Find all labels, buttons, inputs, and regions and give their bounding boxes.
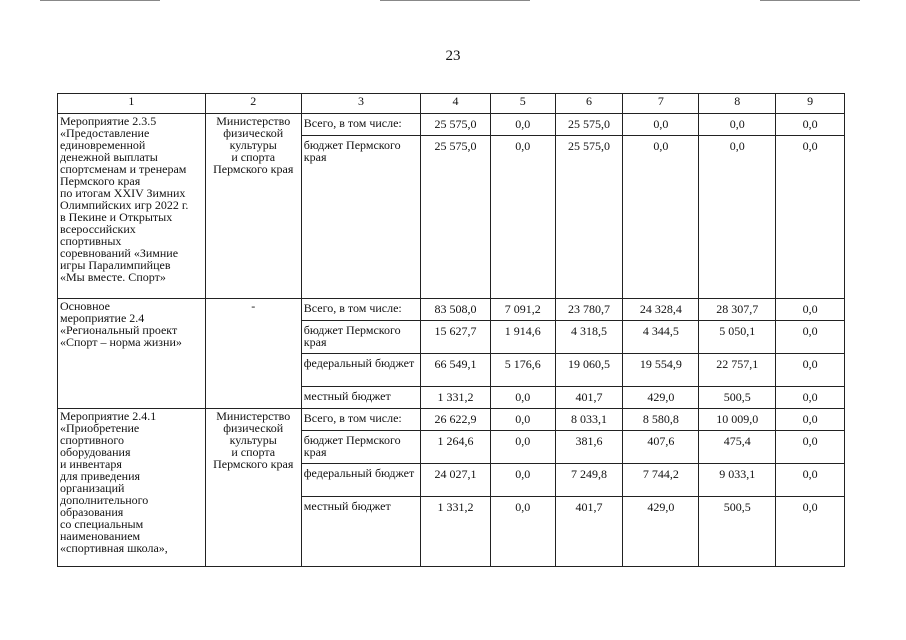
measure-description: Мероприятие 2.4.1 «Приобретение спортивного оборудования и инвентаря для приведения организаций дополнительного образования со специальным наименованием «спортивная школа», bbox=[58, 409, 206, 567]
value-cell: 0,0 bbox=[776, 409, 845, 431]
value-cell: 0,0 bbox=[623, 114, 699, 136]
value-cell: 0,0 bbox=[776, 464, 845, 497]
value-cell: 0,0 bbox=[490, 464, 555, 497]
value-cell: 22 757,1 bbox=[699, 354, 776, 387]
value-cell: 0,0 bbox=[490, 431, 555, 464]
value-cell: 7 744,2 bbox=[623, 464, 699, 497]
value-cell: 66 549,1 bbox=[421, 354, 491, 387]
value-cell: 19 554,9 bbox=[623, 354, 699, 387]
value-cell: 0,0 bbox=[490, 409, 555, 431]
value-cell: 429,0 bbox=[623, 497, 699, 567]
measure-description: Основное мероприятие 2.4 «Региональный проект «Спорт – норма жизни» bbox=[58, 299, 206, 409]
value-cell: 23 780,7 bbox=[555, 299, 623, 321]
value-cell: 7 091,2 bbox=[490, 299, 555, 321]
value-cell: 0,0 bbox=[776, 299, 845, 321]
value-cell: 10 009,0 bbox=[699, 409, 776, 431]
value-cell: 5 050,1 bbox=[699, 321, 776, 354]
value-cell: 15 627,7 bbox=[421, 321, 491, 354]
value-cell: 0,0 bbox=[623, 136, 699, 299]
value-cell: 83 508,0 bbox=[421, 299, 491, 321]
value-cell: 407,6 bbox=[623, 431, 699, 464]
value-cell: 0,0 bbox=[776, 321, 845, 354]
value-cell: 0,0 bbox=[776, 387, 845, 409]
funding-source: федеральный бюджет bbox=[301, 464, 420, 497]
value-cell: 401,7 bbox=[555, 387, 623, 409]
value-cell: 0,0 bbox=[776, 431, 845, 464]
page-number: 23 bbox=[445, 48, 461, 64]
header-cell: 5 bbox=[490, 94, 555, 114]
value-cell: 401,7 bbox=[555, 497, 623, 567]
funding-source: местный бюджет bbox=[301, 387, 420, 409]
value-cell: 8 033,1 bbox=[555, 409, 623, 431]
header-cell: 7 bbox=[623, 94, 699, 114]
value-cell: 0,0 bbox=[776, 497, 845, 567]
executor-cell: Министерство физической культуры и спорта Пермского края bbox=[205, 409, 301, 567]
value-cell: 0,0 bbox=[490, 497, 555, 567]
value-cell: 8 580,8 bbox=[623, 409, 699, 431]
header-cell: 2 bbox=[205, 94, 301, 114]
value-cell: 0,0 bbox=[776, 114, 845, 136]
measure-description: Мероприятие 2.3.5 «Предоставление единовременной денежной выплаты спортсменам и тренерам Пермского края по итогам XXIV Зимних Олимпийских игр 2022 г. в Пекине и Открытых всероссийских спортивных соревнований «Зимние игры Паралимпийцев «Мы вместе. Спорт» bbox=[58, 114, 206, 299]
value-cell: 7 249,8 bbox=[555, 464, 623, 497]
value-cell: 381,6 bbox=[555, 431, 623, 464]
value-cell: 26 622,9 bbox=[421, 409, 491, 431]
table-row bbox=[58, 299, 845, 321]
funding-source: бюджет Пермского края bbox=[301, 321, 420, 354]
value-cell: 500,5 bbox=[699, 497, 776, 567]
funding-source: Всего, в том числе: bbox=[301, 409, 420, 431]
executor-cell: - bbox=[205, 299, 301, 409]
header-cell: 6 bbox=[555, 94, 623, 114]
value-cell: 0,0 bbox=[490, 387, 555, 409]
value-cell: 475,4 bbox=[699, 431, 776, 464]
header-cell: 8 bbox=[699, 94, 776, 114]
value-cell: 4 344,5 bbox=[623, 321, 699, 354]
value-cell: 0,0 bbox=[699, 114, 776, 136]
value-cell: 1 331,2 bbox=[421, 497, 491, 567]
header-cell: 1 bbox=[58, 94, 206, 114]
header-cell: 3 bbox=[301, 94, 420, 114]
header-cell: 9 bbox=[776, 94, 845, 114]
table-row bbox=[58, 114, 845, 136]
value-cell: 0,0 bbox=[776, 136, 845, 299]
executor-cell: Министерство физической культуры и спорта Пермского края bbox=[205, 114, 301, 299]
table-row bbox=[58, 409, 845, 431]
value-cell: 25 575,0 bbox=[421, 136, 491, 299]
funding-source: бюджет Пермского края bbox=[301, 136, 420, 299]
header-cell: 4 bbox=[421, 94, 491, 114]
value-cell: 25 575,0 bbox=[555, 136, 623, 299]
value-cell: 500,5 bbox=[699, 387, 776, 409]
funding-source: федеральный бюджет bbox=[301, 354, 420, 387]
value-cell: 0,0 bbox=[490, 114, 555, 136]
value-cell: 4 318,5 bbox=[555, 321, 623, 354]
value-cell: 1 264,6 bbox=[421, 431, 491, 464]
value-cell: 24 328,4 bbox=[623, 299, 699, 321]
value-cell: 28 307,7 bbox=[699, 299, 776, 321]
value-cell: 1 914,6 bbox=[490, 321, 555, 354]
funding-source: бюджет Пермского края bbox=[301, 431, 420, 464]
value-cell: 24 027,1 bbox=[421, 464, 491, 497]
value-cell: 5 176,6 bbox=[490, 354, 555, 387]
value-cell: 429,0 bbox=[623, 387, 699, 409]
funding-source: местный бюджет bbox=[301, 497, 420, 567]
funding-source: Всего, в том числе: bbox=[301, 114, 420, 136]
value-cell: 9 033,1 bbox=[699, 464, 776, 497]
value-cell: 1 331,2 bbox=[421, 387, 491, 409]
value-cell: 25 575,0 bbox=[555, 114, 623, 136]
funding-source: Всего, в том числе: bbox=[301, 299, 420, 321]
header-row bbox=[58, 94, 845, 114]
value-cell: 0,0 bbox=[776, 354, 845, 387]
value-cell: 0,0 bbox=[490, 136, 555, 299]
budget-table bbox=[57, 93, 845, 567]
value-cell: 25 575,0 bbox=[421, 114, 491, 136]
value-cell: 19 060,5 bbox=[555, 354, 623, 387]
value-cell: 0,0 bbox=[699, 136, 776, 299]
